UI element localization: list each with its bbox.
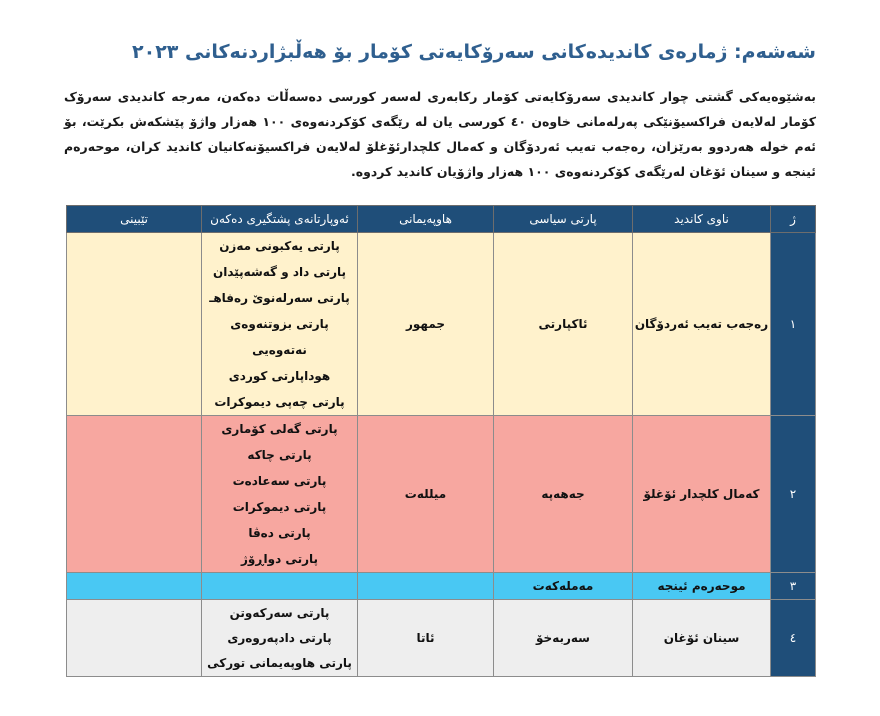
candidate-note xyxy=(67,573,202,600)
supporting-party: پارتی یەکبونی مەزن xyxy=(219,239,340,253)
supporting-party: پارتی چاکە xyxy=(247,448,312,462)
candidate-note xyxy=(67,600,202,677)
row-number: ٢ xyxy=(771,416,816,573)
header-alliance: هاوپەیمانی xyxy=(358,206,494,233)
supporting-party: پارتی بزوتنەوەی نەتەوەیی xyxy=(230,317,329,357)
row-number: ٣ xyxy=(771,573,816,600)
header-candidate-name: ناوی کاندید xyxy=(633,206,771,233)
candidate-name: کەمال کلچدار ئۆغلۆ xyxy=(633,416,771,573)
candidate-name: موحەرەم ئینجە xyxy=(633,573,771,600)
candidate-party: مەملەکەت xyxy=(494,573,633,600)
supporting-party: پارتی دەڤا xyxy=(248,526,311,540)
supporting-party: پارتی داد و گەشەپێدان xyxy=(212,265,346,279)
candidate-alliance: ئاتا xyxy=(358,600,494,677)
header-number: ژ xyxy=(771,206,816,233)
supporting-party: پارتی گەلی کۆماری xyxy=(221,422,338,436)
row-number: ٤ xyxy=(771,600,816,677)
table-row xyxy=(67,416,816,573)
table-row xyxy=(67,233,816,416)
supporting-parties xyxy=(202,416,358,573)
candidate-alliance xyxy=(358,573,494,600)
candidate-alliance: جمهور xyxy=(358,233,494,416)
supporting-party: پارتی دادپەروەری xyxy=(227,630,332,645)
candidate-name: رەجەب تەیب ئەردۆگان xyxy=(633,233,771,416)
header-political-party: پارتی سیاسی xyxy=(494,206,633,233)
table-row xyxy=(67,600,816,677)
candidate-note xyxy=(67,233,202,416)
supporting-party: پارتی دواڕۆژ xyxy=(240,552,318,566)
supporting-parties xyxy=(202,600,358,677)
supporting-party: هوداپارتی کوردی xyxy=(228,369,331,383)
supporting-party: پارتی سەرلەنوێ رەفاهـ xyxy=(209,291,350,305)
supporting-parties xyxy=(202,233,358,416)
candidate-name: سینان ئۆغان xyxy=(633,600,771,677)
supporting-parties xyxy=(202,573,358,600)
supporting-party: پارتی سەعادەت xyxy=(232,474,327,488)
supporting-party: پارتی چەپی دیموکرات xyxy=(214,395,345,409)
candidate-party: ئاکپارتی xyxy=(494,233,633,416)
row-number: ١ xyxy=(771,233,816,416)
candidate-note xyxy=(67,416,202,573)
table-row xyxy=(67,573,816,600)
section-title: شەشەم: ژمارەی کاندیدەکانی سەرۆکایەتی کۆمار بۆ هەڵبژاردنەکانی ٢٠٢٣ xyxy=(132,41,816,63)
candidates-table xyxy=(66,205,816,677)
candidate-party: جەهەپە xyxy=(494,416,633,573)
intro-paragraph: بەشێوەیەکی گشتی چوار کاندیدی سەرۆکایەتی کۆمار رکابەری لەسەر کورسی دەسەڵات دەکەن، مەرجە کاندیدی سەرۆک کۆمار لەلایەن فراکسیۆنێکی پەرلەمانی خاوەن ٤٠ کورسی یان لە رێگەی کۆکردنەوەی ١٠٠ هەزار واژۆ پێشکەش بکرێت، بۆ ئەم خولە هەردوو بەرێزان، رەجەب تەیب ئەردۆگان و کەمال کلچدارئۆغلۆ لەلایەن فراکسیۆنەکانیان کاندید کران، موحەرەم ئینجە و سینان ئۆغان لەرێگەی کۆکردنەوەی ١٠٠ هەزار واژۆیان کاندید کردوە. xyxy=(64,89,816,179)
candidate-party: سەربەخۆ xyxy=(494,600,633,677)
table-header-row xyxy=(67,206,816,233)
supporting-party: پارتی دیموکرات xyxy=(232,500,327,514)
supporting-party: پارتی سەرکەوتن xyxy=(229,605,330,620)
header-notes: تێبینی xyxy=(67,206,202,233)
candidate-alliance: میللەت xyxy=(358,416,494,573)
supporting-party: پارتی هاوپەیمانی تورکی xyxy=(207,655,352,670)
header-supporting-parties: ئەوپارتانەی پشتگیری دەکەن xyxy=(202,206,358,233)
